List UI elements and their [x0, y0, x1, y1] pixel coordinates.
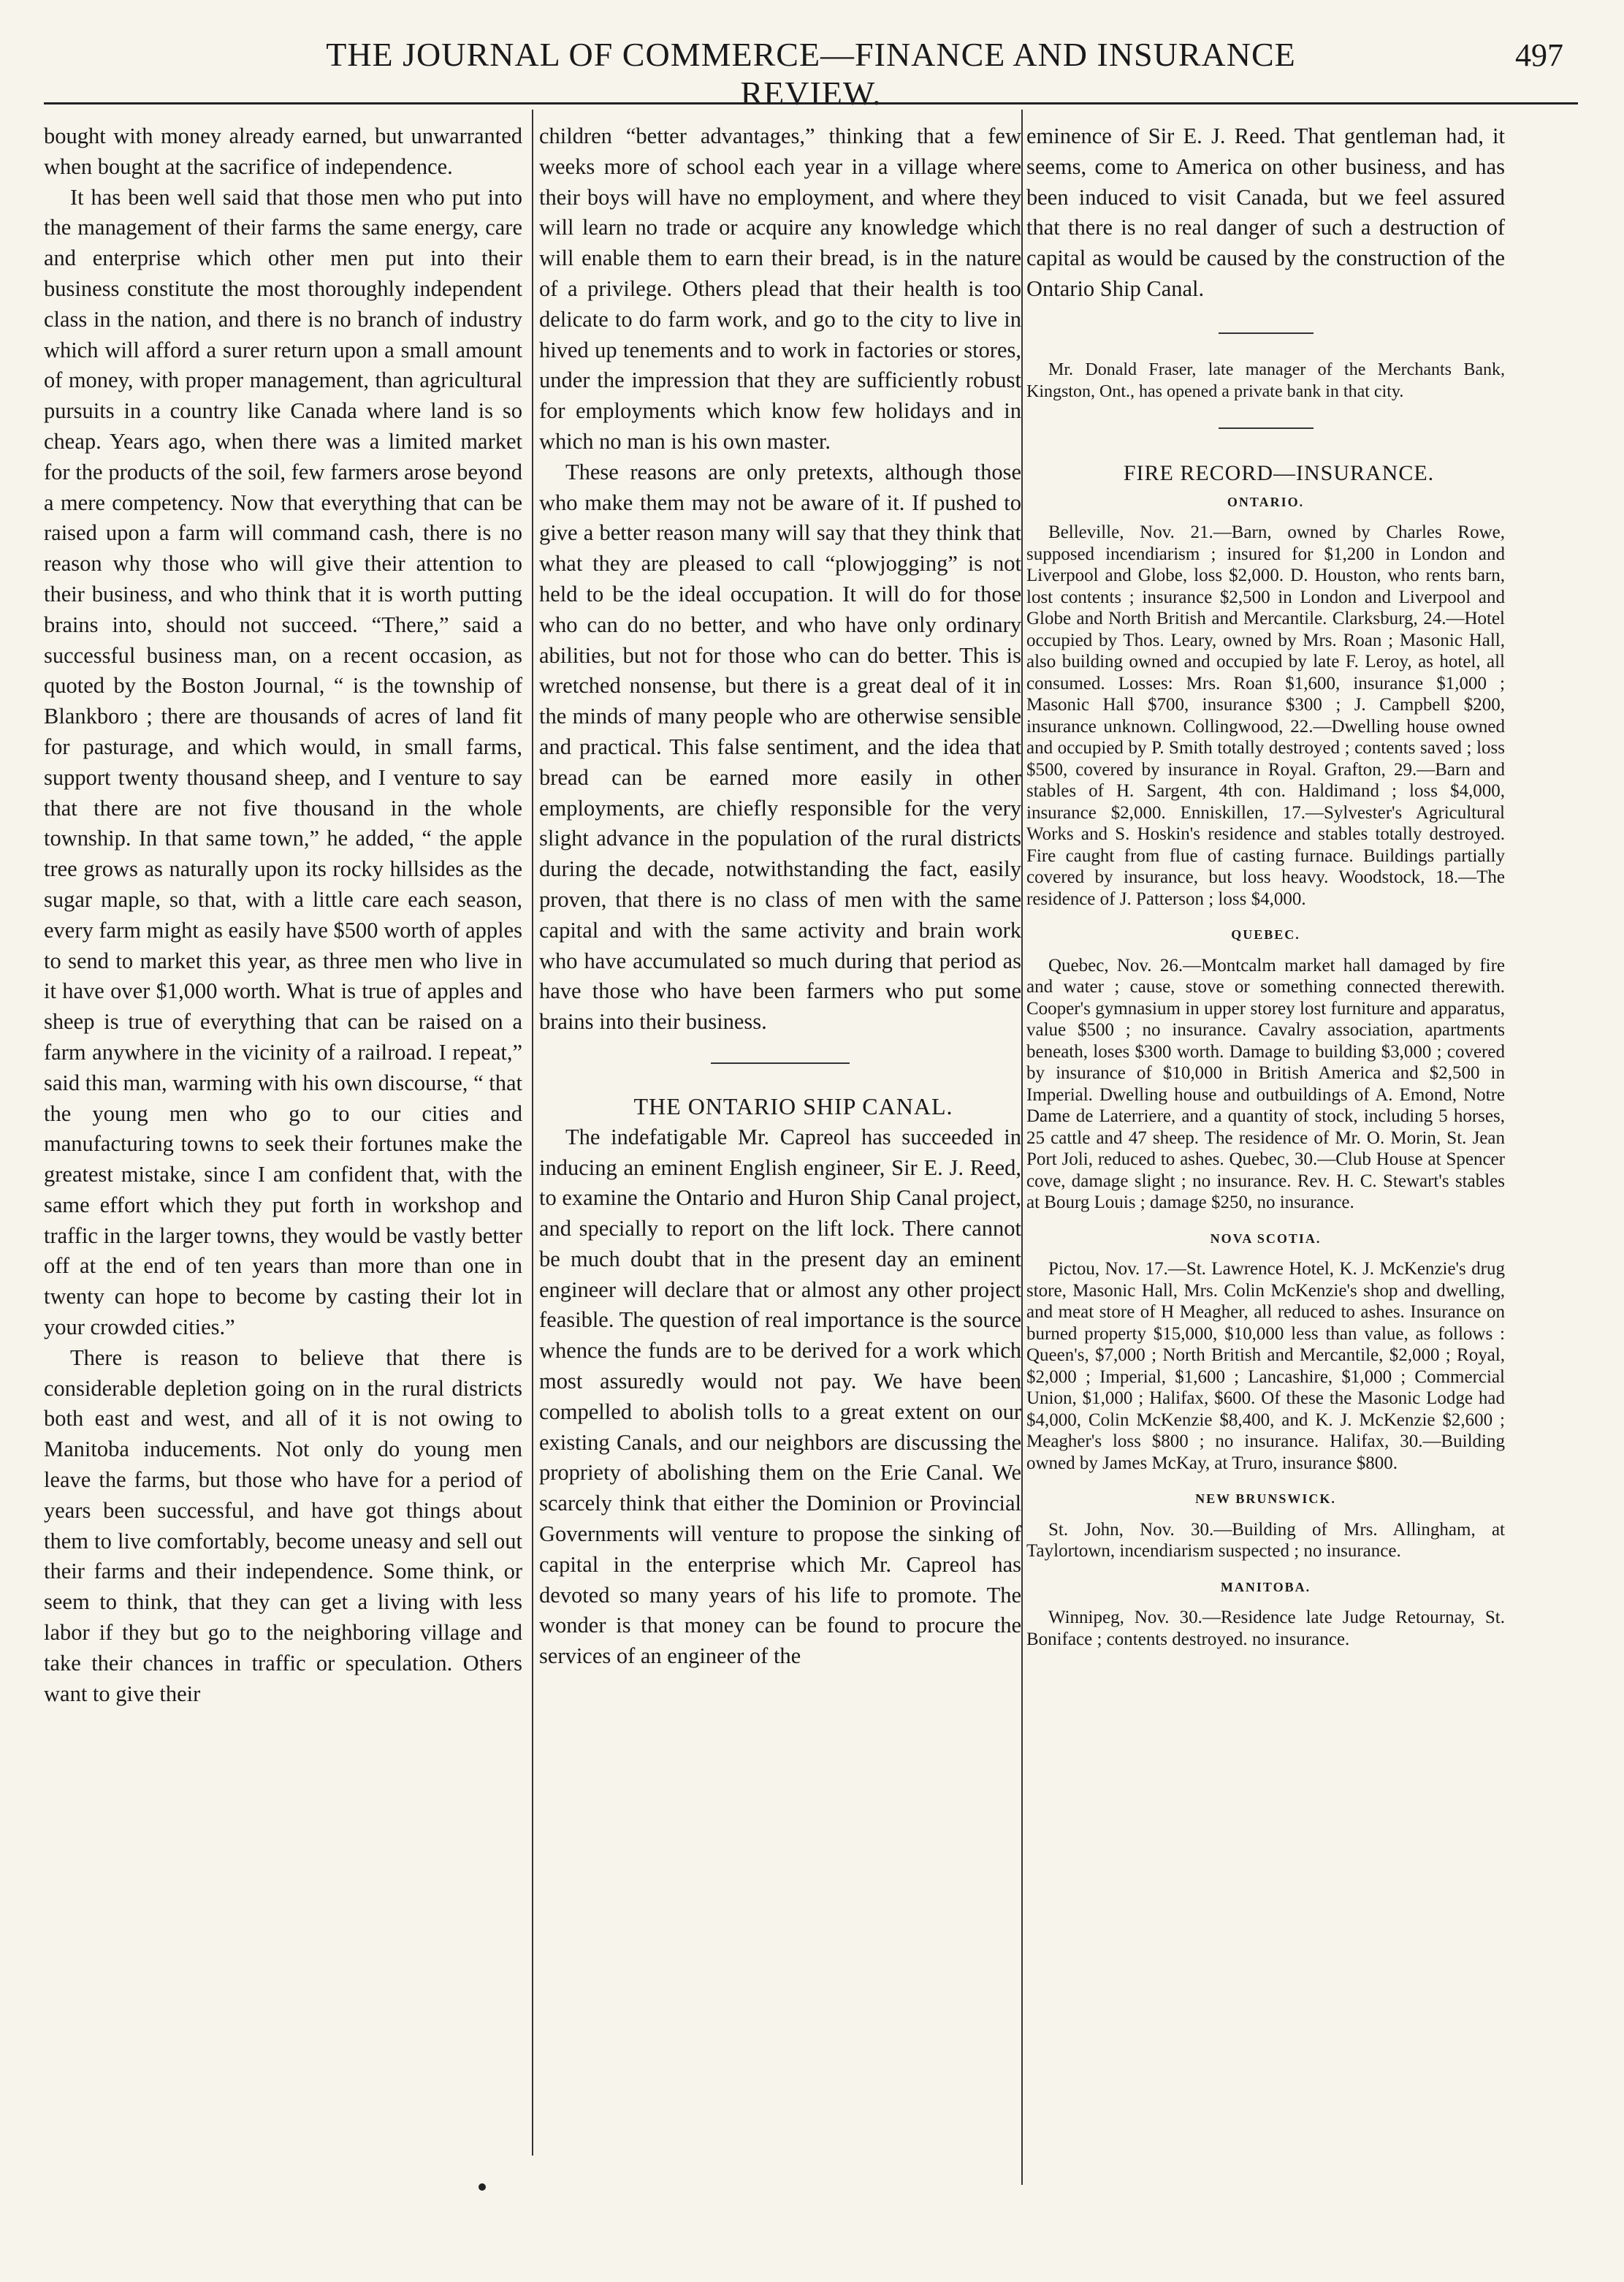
- region-text-manitoba: Winnipeg, Nov. 30.—Residence late Judge Retournay, St. Boniface ; contents destroyed. no insurance.: [1026, 1608, 1505, 1649]
- region-heading-new-brunswick: NEW BRUNSWICK.: [1195, 1491, 1336, 1507]
- region-text-ontario: Belleville, Nov. 21.—Barn, owned by Charles Rowe, supposed incendiarism ; insured for $1,200 in London and Liverpool and Globe, loss $2,000. D. Houston, who rents barn, lost contents ; insurance $2,500 in London and Liverpool and Globe and North British and Mercantile. Clarksburg, 24.—Hotel occupied by Thos. Leary, owned by Mrs. Roan ; Masonic Hall, also building owned and occupied by late F. Leroy, as hotel, all consumed. Losses: Mrs. Roan $1,600, insurance $1,000 ; Masonic Hall $700, insurance $300 ; J. Campbell $200, insurance unknown. Collingwood, 22.—Dwelling house owned and occupied by P. Smith totally destroyed ; contents saved ; loss $500, covered by insurance in Royal. Grafton, 29.—Barn and stables of H. Sargent, 4th con. Haldimand ; loss $4,000, insurance $2,000. Enniskillen, 17.—Sylvester's Agricultural Works and S. Hoskin's residence and stables totally destroyed. Fire caught from flue of casting furnace. Buildings partially covered by insurance, but loss heavy. Woodstock, 18.—The residence of J. Patterson ; loss $4,000.: [1026, 522, 1505, 909]
- region-text-new-brunswick: St. John, Nov. 30.—Building of Mrs. Allingham, at Taylortown, incendiarism suspected ; no insurance.: [1026, 1519, 1505, 1562]
- paragraph: There is reason to believe that there is considerable depletion going on in the rural districts both east and west, and all of it is not owing to Manitoba inducements. Not only do young men leave the farms, but those who have for a period of years been successful, and have got things about them to live comfortably, become uneasy and sell out their farms and their independence. Some think, or seem to think, that they can get a living with less labor if they but go to the neighboring village and take their chances in traffic or speculation. Others want to give their: [44, 1345, 522, 1706]
- fire-record: [1026, 492, 1505, 1651]
- region-heading-manitoba: MANITOBA.: [1220, 1579, 1311, 1594]
- personal-note: [1026, 359, 1505, 403]
- column-3: [1026, 121, 1505, 1650]
- column-divider-2: [1021, 110, 1023, 2185]
- note-text: Mr. Donald Fraser, late manager of the Merchants Bank, Kingston, Ont., has opened a private bank in that city.: [1026, 360, 1505, 401]
- section-divider: [1219, 427, 1314, 429]
- ink-blot: [479, 2183, 486, 2191]
- region-text-quebec: Quebec, Nov. 26.—Montcalm market hall damaged by fire and water ; cause, stove or something connected therewith. Cooper's gymnasium in upper storey lost furniture and apparatus, value $500 ; no insurance. Cavalry association, apartments beneath, loses $300 worth. Damage to building $3,000 ; covered by insurance of $10,000 in British America and $2,500 in Imperial. Dwelling house and outbuildings of A. Emond, Notre Dame de Laterriere, and a quantity of stock, including 5 horses, 25 cattle and 47 sheep. The residence of Mr. O. Morin, St. Jean Port Joli, reduced to ashes. Quebec, 30.—Club House at Spencer cove, damage slight ; no insurance. Rev. H. C. Stewart's stables at Bourg Louis ; damage $250, no insurance.: [1026, 955, 1505, 1213]
- fire-record-title: FIRE RECORD—INSURANCE.: [1123, 460, 1435, 485]
- paragraph: These reasons are only pretexts, although those who make them may not be aware of it. If pushed to give a better reason many will say that they think that what they are pleased to call “plowjogging” is not held to be the ideal occupation. It will do for those who can do no better, and who have only ordinary abilities, but not for those who can do better. This is wretched nonsense, but there is a great deal of it in the minds of many people who are otherwise sensible and practical. This false sentiment, and the idea that bread can be earned more easily in other employments, are chiefly responsible for the very slight advance in the population of the rural districts during the decade, notwithstanding the fact, easily proven, that there is no class of men with the same capital and with the same activity and brain work who have accumulated so much during that period as have those who have been farmers who put some brains into their business.: [539, 459, 1021, 1035]
- paragraph: children “better advantages,” thinking that a few weeks more of school each year in a village where their boys will have no employment, and where they will learn no trade or acquire any knowledge which will enable them to earn their bread, is in the nature of a privilege. Others plead that their health is too delicate to do farm work, and go to the city to live in hived up tenements and to work in factories or stores, under the impression that they are sufficiently robust for employments which know few holidays and in which no man is his own master.: [539, 123, 1021, 454]
- section-divider: [711, 1062, 850, 1064]
- paragraph: eminence of Sir E. J. Reed. That gentleman had, it seems, come to America on other business, and has been induced to visit Canada, but we feel assured that there is no real danger of such a destruction of capital as would be caused by the construction of the Ontario Ship Canal.: [1026, 123, 1505, 301]
- section-divider: [1219, 332, 1314, 334]
- page-header: [44, 29, 1578, 112]
- page-number: 497: [1515, 37, 1563, 73]
- column-divider-1: [532, 110, 533, 2156]
- header-rule: [44, 102, 1578, 104]
- paragraph: The indefatigable Mr. Capreol has succeeded in inducing an eminent English engineer, Sir E. J. Reed, to examine the Ontario and Huron Ship Canal project, and specially to report on the lift lock. There cannot be much doubt that in the present day an eminent engineer will declare that or almost any other project feasible. The question of real importance is the source whence the funds are to be derived for a work which most assuredly would not pay. We have been compelled to abolish tolls to a great extent on our existing Canals, and our neighbors are discussing the propriety of abolishing them on the Erie Canal. We scarcely think that either the Dominion or Provincial Governments will venture to propose the sinking of capital in the enterprise which Mr. Capreol has devoted so many years of his life to promote. The wonder is that money can be found to procure the services of an engineer of the: [539, 1124, 1021, 1669]
- article-title-ship-canal: THE ONTARIO SHIP CANAL.: [633, 1092, 953, 1119]
- column-1: [44, 121, 522, 1709]
- paragraph: It has been well said that those men who put into the management of their farms the same energy, care and enterprise which other men put into their business constitute the most thoroughly independent class in the nation, and there is no branch of industry which will afford a surer return upon a small amount of money, with proper management, than agricultural pursuits in a country like Canada where land is so cheap. Years ago, when there was a limited market for the products of the soil, few farmers arose beyond a mere competency. Now that everything that can be raised upon a farm will command cash, there is no reason why those who will give their attention to their business, and who think that it is worth putting brains into, should not succeed. “There,” said a successful business man, on a recent occasion, as quoted by the Boston Journal, “ is the township of Blankboro ; there are thousands of acres of land fit for pasturage, and which would, in small farms, support twenty thousand sheep, and I venture to say that there are not five thousand in the whole township. In that same town,” he added, “ the apple tree grows as naturally upon its rocky hillsides as the sugar maple, so that, with a little care each season, every farm might as easily have $500 worth of apples to send to market this year, as three men who live in it have over $1,000 worth. What is true of apples and sheep is true of everything that can be raised on a farm anywhere in the vicinity of a railroad. I repeat,” said this man, warming with his own discourse, “ that the young men who go to our cities and manufacturing towns to seek their fortunes make the greatest mistake, since I am confident that, with the same effort which they put forth in workshop and traffic in the larger towns, they would be vastly better off at the end of ten years than more than one in twenty can hope to become by casting their lot in your crowded cities.”: [44, 184, 522, 1340]
- journal-title: THE JOURNAL OF COMMERCE—FINANCE AND INSURANCE REVIEW.: [326, 36, 1296, 112]
- region-heading-nova-scotia: NOVA SCOTIA.: [1210, 1231, 1322, 1246]
- region-text-nova-scotia: Pictou, Nov. 17.—St. Lawrence Hotel, K. J. McKenzie's drug store, Masonic Hall, Mrs. Colin McKenzie's shop and dwelling, and meat store of H Meagher, all reduced to ashes. Insurance on burned property $15,000, $10,000 less than value, as follows : Queen's, $7,000 ; North British and Mercantile, $2,000 ; Royal, $2,000 ; Imperial, $1,600 ; Lancashire, $1,000 ; Commercial Union, $1,000 ; Halifax, $600. Of these the Masonic Lodge had $4,000, Colin McKenzie $8,400, and K. J. McKenzie $2,600 ; Meagher's loss $800 ; no insurance. Halifax, 30.—Building owned by James McKay, at Truro, insurance $800.: [1026, 1259, 1505, 1473]
- column-2: [539, 121, 1021, 1672]
- region-heading-ontario: ONTARIO.: [1227, 494, 1305, 509]
- region-heading-quebec: QUEBEC.: [1231, 927, 1300, 943]
- paragraph: bought with money already earned, but unwarranted when bought at the sacrifice of independence.: [44, 123, 522, 179]
